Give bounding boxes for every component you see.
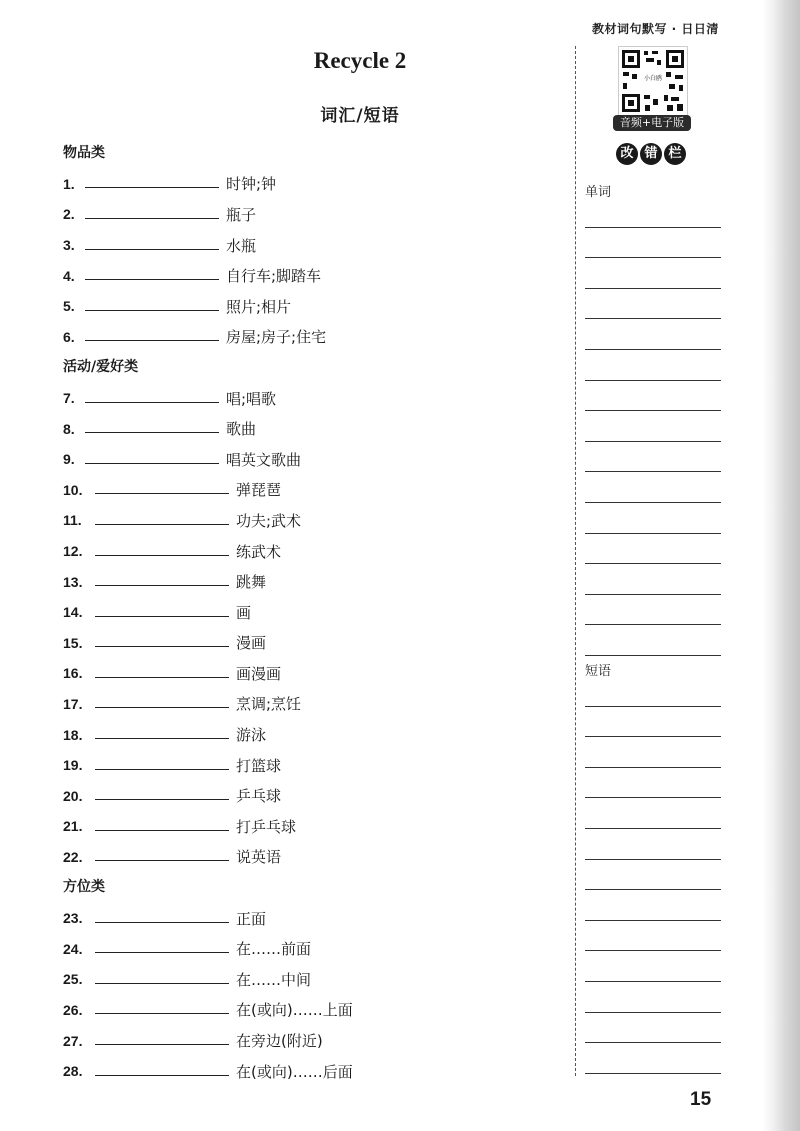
item-meaning: 自行车;脚踏车 — [226, 267, 322, 286]
item-number: 16. — [63, 665, 83, 682]
answer-blank[interactable] — [95, 922, 229, 923]
practice-line[interactable] — [585, 982, 721, 1013]
answer-blank[interactable] — [85, 249, 219, 250]
practice-line[interactable] — [585, 381, 721, 412]
item-number: 11. — [63, 512, 82, 529]
practice-line[interactable] — [585, 798, 721, 829]
item-number: 4. — [63, 267, 75, 284]
correction-column-badge — [616, 143, 686, 165]
item-meaning: 跳舞 — [236, 573, 267, 592]
item-number: 5. — [63, 298, 75, 315]
answer-blank[interactable] — [95, 585, 229, 586]
answer-blank[interactable] — [95, 707, 229, 708]
item-meaning: 时钟;钟 — [226, 175, 277, 194]
item-number: 12. — [63, 543, 83, 560]
vocab-row — [63, 475, 543, 506]
item-meaning: 画 — [236, 603, 252, 622]
item-number: 17. — [63, 695, 83, 712]
answer-blank[interactable] — [95, 1013, 229, 1014]
practice-line[interactable] — [585, 564, 721, 595]
item-number: 2. — [63, 206, 75, 223]
item-meaning: 在……中间 — [236, 970, 312, 989]
item-number: 13. — [63, 573, 83, 590]
item-number: 25. — [63, 971, 83, 988]
answer-blank[interactable] — [95, 983, 229, 984]
vocab-row — [63, 413, 543, 444]
item-meaning: 唱英文歌曲 — [226, 450, 302, 469]
practice-line[interactable] — [585, 707, 721, 738]
practice-line[interactable] — [585, 197, 721, 228]
vocab-row — [63, 719, 543, 750]
item-number: 24. — [63, 940, 83, 957]
item-number: 7. — [63, 390, 75, 407]
item-meaning: 瓶子 — [226, 205, 257, 224]
practice-line[interactable] — [585, 768, 721, 799]
item-number: 1. — [63, 175, 75, 192]
vocab-row — [63, 689, 543, 720]
answer-blank[interactable] — [95, 769, 229, 770]
answer-blank[interactable] — [95, 799, 229, 800]
vocab-list — [63, 138, 543, 1086]
vocab-row — [63, 230, 543, 261]
series-title: 教材词句默写 · 日日清 — [592, 22, 719, 36]
vocab-row — [63, 658, 543, 689]
category-heading: 物品类 — [63, 145, 105, 161]
item-number: 26. — [63, 1001, 83, 1018]
item-number: 21. — [63, 818, 83, 835]
practice-line[interactable] — [585, 625, 721, 656]
vocab-row — [63, 995, 543, 1026]
item-meaning: 打乒乓球 — [236, 817, 297, 836]
practice-line[interactable] — [585, 258, 721, 289]
vocab-row — [63, 566, 543, 597]
practice-line[interactable] — [585, 829, 721, 860]
practice-line[interactable] — [585, 411, 721, 442]
answer-blank[interactable] — [95, 493, 229, 494]
practice-line[interactable] — [585, 442, 721, 473]
vocab-row — [63, 964, 543, 995]
practice-line[interactable] — [585, 737, 721, 768]
category-heading: 活动/爱好类 — [63, 359, 139, 376]
item-number: 20. — [63, 787, 83, 804]
item-number: 27. — [63, 1032, 83, 1049]
practice-line[interactable] — [585, 860, 721, 891]
answer-blank[interactable] — [95, 616, 229, 617]
answer-blank[interactable] — [95, 738, 229, 739]
item-meaning: 正面 — [236, 909, 267, 928]
practice-line[interactable] — [585, 503, 721, 534]
words-label: 单词 — [585, 185, 612, 200]
item-meaning: 在……前面 — [236, 940, 312, 959]
answer-blank[interactable] — [85, 218, 219, 219]
qr-caption: 音频+电子版 — [613, 115, 691, 131]
practice-line[interactable] — [585, 1013, 721, 1044]
item-number: 15. — [63, 634, 83, 651]
item-number: 22. — [63, 848, 83, 865]
practice-line[interactable] — [585, 921, 721, 952]
item-meaning: 游泳 — [236, 726, 267, 745]
answer-blank[interactable] — [95, 1075, 229, 1076]
practice-line[interactable] — [585, 595, 721, 626]
category-heading: 方位类 — [63, 879, 105, 896]
practice-line[interactable] — [585, 890, 721, 921]
answer-blank[interactable] — [95, 1044, 229, 1045]
practice-line[interactable] — [585, 676, 721, 707]
item-number: 18. — [63, 726, 83, 743]
page-edge-shadow — [762, 0, 800, 1131]
answer-blank[interactable] — [85, 463, 219, 464]
item-number: 10. — [63, 481, 83, 498]
vocab-row — [63, 1056, 543, 1087]
vocab-row — [63, 903, 543, 934]
practice-line[interactable] — [585, 472, 721, 503]
practice-line[interactable] — [585, 951, 721, 982]
practice-line[interactable] — [585, 289, 721, 320]
item-meaning: 弹琵琶 — [236, 481, 282, 500]
vocab-row — [63, 322, 543, 353]
badge-char: 错 — [640, 143, 662, 165]
answer-blank[interactable] — [95, 952, 229, 953]
qr-center-logo: 小白鸥 — [643, 75, 662, 82]
answer-blank[interactable] — [95, 646, 229, 647]
item-meaning: 功夫;武术 — [236, 511, 302, 530]
badge-char: 栏 — [664, 143, 686, 165]
item-number: 9. — [63, 451, 75, 468]
answer-blank[interactable] — [85, 310, 219, 311]
vocab-row — [63, 169, 543, 200]
answer-blank[interactable] — [85, 187, 219, 188]
vocab-row — [63, 444, 543, 475]
answer-blank[interactable] — [95, 677, 229, 678]
item-number: 8. — [63, 420, 75, 437]
vocab-row — [63, 842, 543, 873]
words-practice-lines — [585, 197, 721, 656]
practice-line[interactable] — [585, 228, 721, 259]
practice-line[interactable] — [585, 534, 721, 565]
practice-line[interactable] — [585, 1043, 721, 1074]
item-number: 23. — [63, 910, 83, 927]
page-number: 15 — [690, 1089, 712, 1110]
vocab-row — [63, 260, 543, 291]
item-meaning: 在(或向)……上面 — [236, 1001, 353, 1020]
answer-blank[interactable] — [85, 340, 219, 341]
item-meaning: 水瓶 — [226, 236, 257, 255]
item-meaning: 照片;相片 — [226, 297, 292, 316]
item-number: 28. — [63, 1063, 83, 1080]
answer-blank[interactable] — [85, 432, 219, 433]
item-meaning: 在旁边(附近) — [236, 1032, 323, 1051]
answer-blank[interactable] — [95, 830, 229, 831]
vocab-row — [63, 811, 543, 842]
phrases-practice-lines — [585, 676, 721, 1074]
answer-blank[interactable] — [95, 524, 229, 525]
vocab-row — [63, 505, 543, 536]
item-number: 3. — [63, 237, 75, 254]
vocab-row — [63, 291, 543, 322]
vocab-row — [63, 536, 543, 567]
vocab-row — [63, 750, 543, 781]
answer-blank[interactable] — [85, 279, 219, 280]
vocab-row — [63, 780, 543, 811]
vocab-row — [63, 933, 543, 964]
item-meaning: 歌曲 — [226, 420, 257, 439]
badge-char: 改 — [616, 143, 638, 165]
item-meaning: 烹调;烹饪 — [236, 695, 302, 714]
item-meaning: 唱;唱歌 — [226, 389, 277, 408]
item-meaning: 漫画 — [236, 634, 267, 653]
answer-blank[interactable] — [85, 402, 219, 403]
vocab-row — [63, 597, 543, 628]
item-meaning: 说英语 — [236, 848, 282, 867]
vocab-row — [63, 383, 543, 414]
item-number: 6. — [63, 328, 75, 345]
practice-line[interactable] — [585, 350, 721, 381]
item-meaning: 画漫画 — [236, 664, 282, 683]
item-meaning: 房屋;房子;住宅 — [226, 328, 327, 347]
item-meaning: 练武术 — [236, 542, 282, 561]
item-meaning: 打篮球 — [236, 756, 282, 775]
item-number: 19. — [63, 757, 83, 774]
phrases-label: 短语 — [585, 664, 612, 679]
column-divider — [575, 46, 576, 1076]
answer-blank[interactable] — [95, 555, 229, 556]
page-subtitle: 词汇/短语 — [320, 106, 400, 126]
vocab-row — [63, 1025, 543, 1056]
vocab-row — [63, 628, 543, 659]
vocab-row — [63, 199, 543, 230]
page-title: Recycle 2 — [313, 48, 407, 73]
item-meaning: 乒乓球 — [236, 787, 282, 806]
item-number: 14. — [63, 604, 83, 621]
practice-line[interactable] — [585, 319, 721, 350]
item-meaning: 在(或向)……后面 — [236, 1062, 353, 1081]
answer-blank[interactable] — [95, 860, 229, 861]
